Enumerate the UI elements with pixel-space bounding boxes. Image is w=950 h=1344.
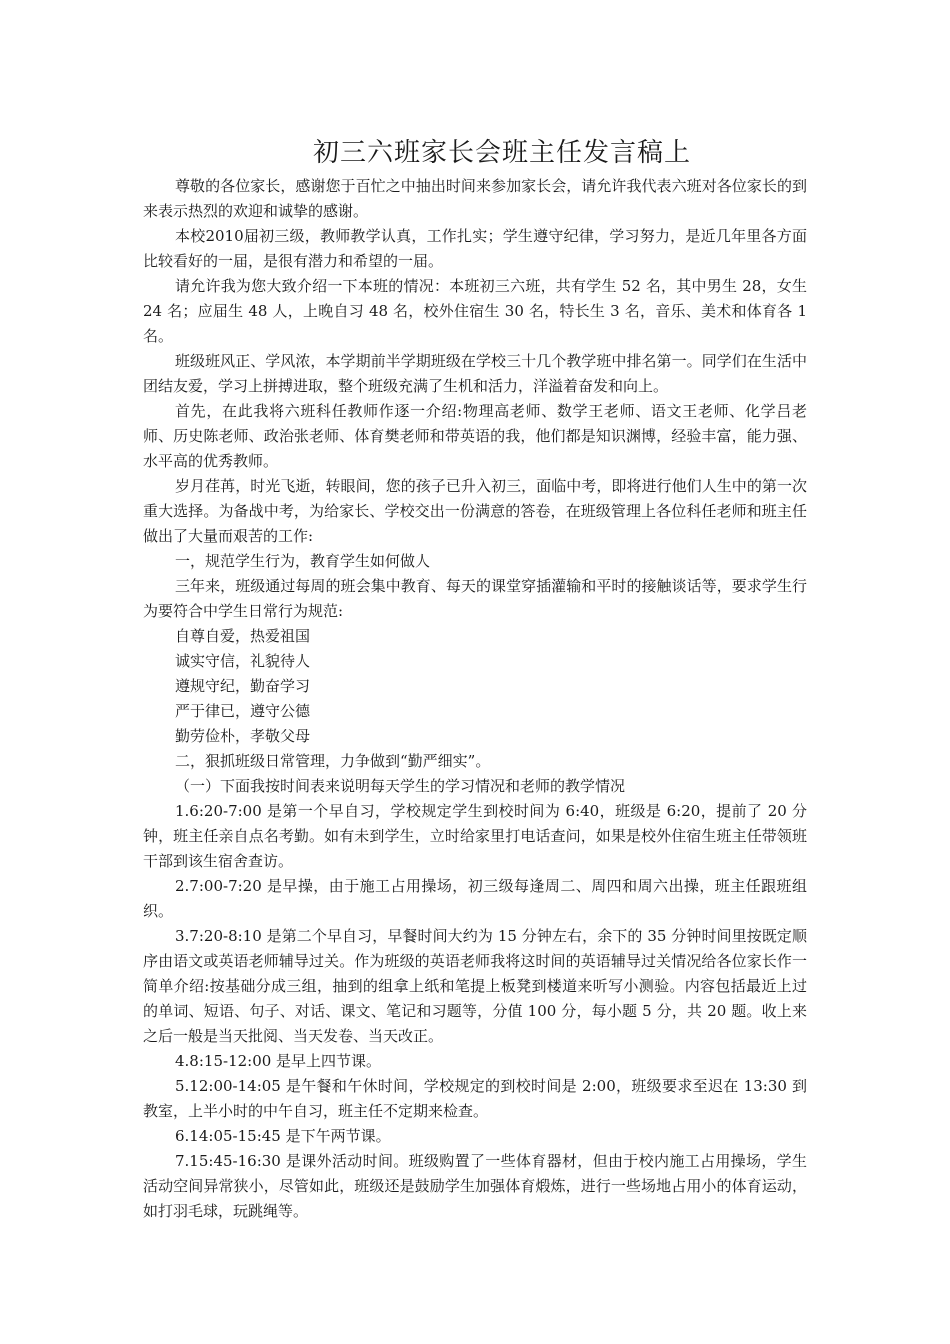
paragraph-teachers: 首先，在此我将六班科任教师作逐一介绍:物理高老师、数学王老师、语文王老师、化学吕老师、历史陈老师、政治张老师、体育樊老师和带英语的我，他们都是知识渊博，经验丰富，能力强、水平高的优秀教师。 — [143, 402, 807, 470]
schedule-item-1: 1.6:20-7:00 是第一个早自习，学校规定学生到校时间为 6:40，班级是 6:20，提前了 20 分钟，班主任亲自点名考勤。如有未到学生，立时给家里打电话查问，如果是校外住宿生班主任带领班干部到该生宿舍查访。 — [143, 802, 807, 870]
schedule-item-3: 3.7:20-8:10 是第二个早自习，早餐时间大约为 15 分钟左右，余下的 35 分钟时间里按既定顺序由语文或英语老师辅导过关。作为班级的英语老师我将这时间的英语辅导过关情况给各位家长作一简单介绍:按基础分成三组，抽到的组拿上纸和笔提上板凳到楼道来听写小测验。内容包括最近上过的单词、短语、句子、对话、课文、笔记和习题等，分值 100 分，每小题 5 分，共 20 题。收上来之后一般是当天批阅、当天发卷、当天改正。 — [143, 927, 807, 1045]
code-item-3: 遵规守纪，勤奋学习 — [175, 677, 311, 695]
paragraph-greeting: 尊敬的各位家长，感谢您于百忙之中抽出时间来参加家长会，请允许我代表六班对各位家长的到来表示热烈的欢迎和诚挚的感谢。 — [143, 177, 807, 220]
paragraph-class-stats: 请允许我为您大致介绍一下本班的情况：本班初三六班，共有学生 52 名，其中男生 28，女生 24 名；应届生 48 人，上晚自习 48 名，校外住宿生 30 名，特长生 3 名，音乐、美术和体育各 1 名。 — [143, 277, 807, 345]
paragraph-school-intro: 本校2010届初三级，教师教学认真，工作扎实；学生遵守纪律，学习努力，是近几年里各方面比较看好的一届，是很有潜力和希望的一届。 — [143, 227, 807, 270]
code-item-4: 严于律已，遵守公德 — [175, 702, 311, 720]
code-item-5: 勤劳俭朴，孝敬父母 — [175, 727, 311, 745]
schedule-item-6: 6.14:05-15:45 是下午两节课。 — [175, 1127, 391, 1145]
code-item-1: 自尊自爱，热爱祖国 — [175, 627, 311, 645]
section-heading-2: 二，狠抓班级日常管理，力争做到“勤严细实”。 — [175, 752, 491, 770]
schedule-item-5: 5.12:00-14:05 是午餐和午休时间，学校规定的到校时间是 2:00，班级要求至迟在 13:30 到教室，上半小时的中午自习，班主任不定期来检查。 — [143, 1077, 807, 1120]
schedule-item-4: 4.8:15-12:00 是早上四节课。 — [175, 1052, 382, 1070]
schedule-item-2: 2.7:00-7:20 是早操，由于施工占用操场，初三级每逢周二、周四和周六出操，班主任跟班组织。 — [143, 877, 807, 920]
paragraph-behavior-education: 三年来，班级通过每周的班会集中教育、每天的课堂穿插灌输和平时的接触谈话等，要求学生行为要符合中学生日常行为规范: — [143, 577, 807, 620]
subsection-heading-1: （一）下面我按时间表来说明每天学生的学习情况和老师的教学情况 — [175, 777, 626, 795]
code-item-2: 诚实守信，礼貌待人 — [175, 652, 311, 670]
paragraph-exam-prep: 岁月荏苒，时光飞逝，转眼间，您的孩子已升入初三，面临中考，即将进行他们人生中的第一次重大选择。为备战中考，为给家长、学校交出一份满意的答卷，在班级管理上各位科任老师和班主任做出了大量而艰苦的工作: — [143, 477, 807, 545]
document-title: 初三六班家长会班主任发言稿上 — [312, 138, 691, 168]
schedule-item-7: 7.15:45-16:30 是课外活动时间。班级购置了一些体育器材，但由于校内施工占用操场，学生活动空间异常狭小，尽管如此，班级还是鼓励学生加强体育煅炼，进行一些场地占用小的体育运动，如打羽毛球，玩跳绳等。 — [143, 1152, 807, 1220]
section-heading-1: 一，规范学生行为，教育学生如何做人 — [175, 552, 431, 570]
paragraph-class-ranking: 班级班风正、学风浓，本学期前半学期班级在学校三十几个教学班中排名第一。同学们在生活中团结友爱，学习上拼搏进取，整个班级充满了生机和活力，洋溢着奋发和向上。 — [143, 352, 807, 395]
document-body — [143, 136, 807, 1224]
